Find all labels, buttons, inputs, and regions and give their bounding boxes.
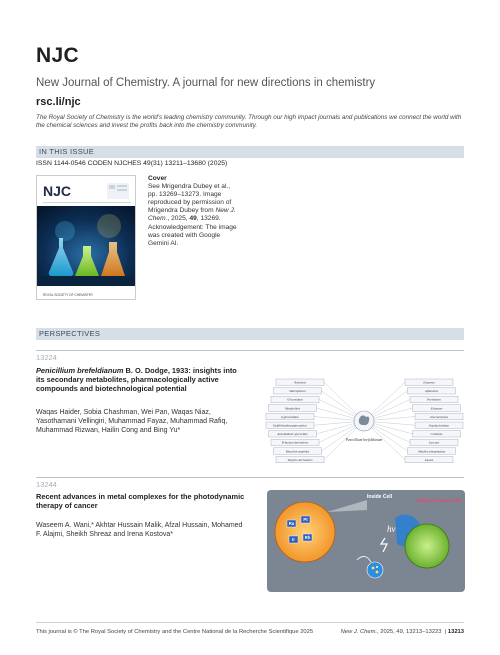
right-label-text: Enzymes [423, 380, 435, 385]
left-label-text: Glucosidase [287, 397, 303, 402]
cover-illustration [37, 176, 136, 300]
journal-url-link[interactable]: rsc.li/njc [36, 96, 81, 108]
metal-complex-label: Ru [288, 521, 295, 527]
footer-volume-pages: , 2025, 49, 13213–13223 [377, 629, 442, 635]
right-label-text: Aflatoxins [425, 389, 438, 394]
cover-image[interactable] [36, 175, 136, 300]
metal-complex-label: Pt [303, 517, 308, 523]
penicillium-diagram [262, 373, 467, 469]
graphical-abstract-pdt[interactable] [267, 490, 465, 592]
in-this-issue-header: IN THIS ISSUE [36, 146, 464, 158]
cover-caption-page: , 13269. [196, 215, 221, 223]
footer-divider [36, 622, 464, 623]
cover-caption [148, 175, 238, 248]
right-label-text: Glucoamylase [429, 414, 449, 419]
journal-abbreviation: NJC [36, 44, 79, 67]
pdt-illustration [267, 490, 465, 592]
cover-caption-ref-text: See Mrigendra Dubey et al., pp. 13269–13273. [148, 183, 231, 199]
molecule-icon [367, 562, 383, 578]
cover-caption-journal: New J. Chem. [148, 207, 236, 223]
journal-description: The Royal Society of Chemistry is the world's leading chemistry community. Through our high impact journals and publications we connect the world with the chemical sciences and invest the profits back into the chemistry community. [36, 114, 462, 130]
left-label-text: B-lactam derivatives [281, 440, 309, 445]
cover-caption-acknowledgement: Acknowledgement: The image was created with Google Gemini AI. [148, 223, 237, 247]
left-label-text: Metabolites [284, 406, 301, 411]
right-label-text: Laccase [428, 440, 440, 445]
article-authors: Waseem A. Wani,* Akhtar Hussain Malik, Afzal Hussain, Mohamed F. Alajmi, Sheikh Shreaz and Irena Kostova* [36, 522, 243, 538]
light-label: hν [387, 524, 396, 534]
cover-caption-permission: Image reproduced by permission of Mrigendra Dubey from [148, 191, 232, 215]
perspectives-header: PERSPECTIVES [36, 328, 464, 340]
graphical-abstract-penicillium[interactable] [262, 373, 467, 469]
center-label: Penicillium brefeldianum [345, 438, 383, 442]
cover-caption-volume: 49 [189, 215, 197, 223]
footer-citation [341, 629, 464, 635]
footer-separator: | [443, 629, 448, 635]
killing-label: Killing of Tumor Cell [417, 498, 461, 503]
article-divider [36, 477, 464, 478]
cover-caption-reference [148, 183, 238, 223]
page-number: 13213 [447, 629, 464, 635]
article-page-number[interactable]: 13244 [36, 480, 57, 489]
left-label-text: β-glucosidase [281, 414, 299, 419]
article-authors: Waqas Haider, Sobia Chashman, Wei Pan, Waqas Niaz, Yasothamani Vellingiri, Muhammad Fayaz, Muhammad Rafiq, Muhammad Rizwan, Hailin Cong and Bing Yu* [36, 409, 228, 434]
tumor-cell-icon [405, 524, 449, 568]
left-label-text: Epidithiodioxopiperazines [273, 423, 307, 428]
journal-full-title: New Journal of Chemistry. A journal for new directions in chemistry [36, 77, 376, 89]
cell-icon [275, 502, 335, 562]
right-label-text: Xylanase [430, 406, 443, 411]
metal-complex-label: Ir [292, 537, 295, 543]
article-title-link[interactable]: Recent advances in metal complexes for the photodynamic therapy of cancer [36, 492, 245, 511]
article-page-number[interactable]: 13224 [36, 353, 57, 362]
left-label-text: Nutrients [294, 380, 306, 385]
cover-publisher-mark: ROYAL SOCIETY OF CHEMISTRY [43, 293, 94, 297]
metal-complex-label: Rh [304, 535, 311, 541]
right-label-text: Alkaline phosphatase [417, 449, 446, 454]
cover-caption-label: Cover [148, 175, 167, 182]
right-label-text: Lipase [424, 457, 434, 462]
cover-caption-year: , 2025, [167, 215, 188, 223]
issn-coden-line: ISSN 1144-0546 CODEN NJCHES 49(31) 13211–13680 (2025) [36, 160, 228, 167]
footer-copyright: This journal is © The Royal Society of Chemistry and the Centre National de la Recherche Scientifique 2025 [36, 629, 314, 635]
inside-cell-label: Inside Cell [367, 494, 393, 500]
article-title-italic: Penicillium brefeldianum [36, 366, 124, 375]
article-title-link[interactable] [36, 366, 246, 394]
left-label-text: Terpene derivatives [287, 457, 313, 462]
left-label-text: Anti-diabetic glycerides [277, 432, 308, 437]
left-label-text: Bioactive peptides [285, 449, 310, 454]
article-title-text: B. O. Dodge, 1933: insights into its secondary metabolites, pharmacologically active compounds and biotechnological potential [36, 366, 237, 394]
right-label-text: Pectinases [427, 397, 441, 402]
right-label-text: Cellulase [430, 432, 443, 437]
article-divider [36, 350, 464, 351]
left-label-text: Siderophores [289, 389, 306, 394]
right-label-text: β-galactosidase [428, 423, 450, 428]
footer-journal: New J. Chem. [340, 629, 378, 635]
cover-journal-mark: NJC [43, 183, 72, 199]
fungus-icon [359, 415, 369, 425]
